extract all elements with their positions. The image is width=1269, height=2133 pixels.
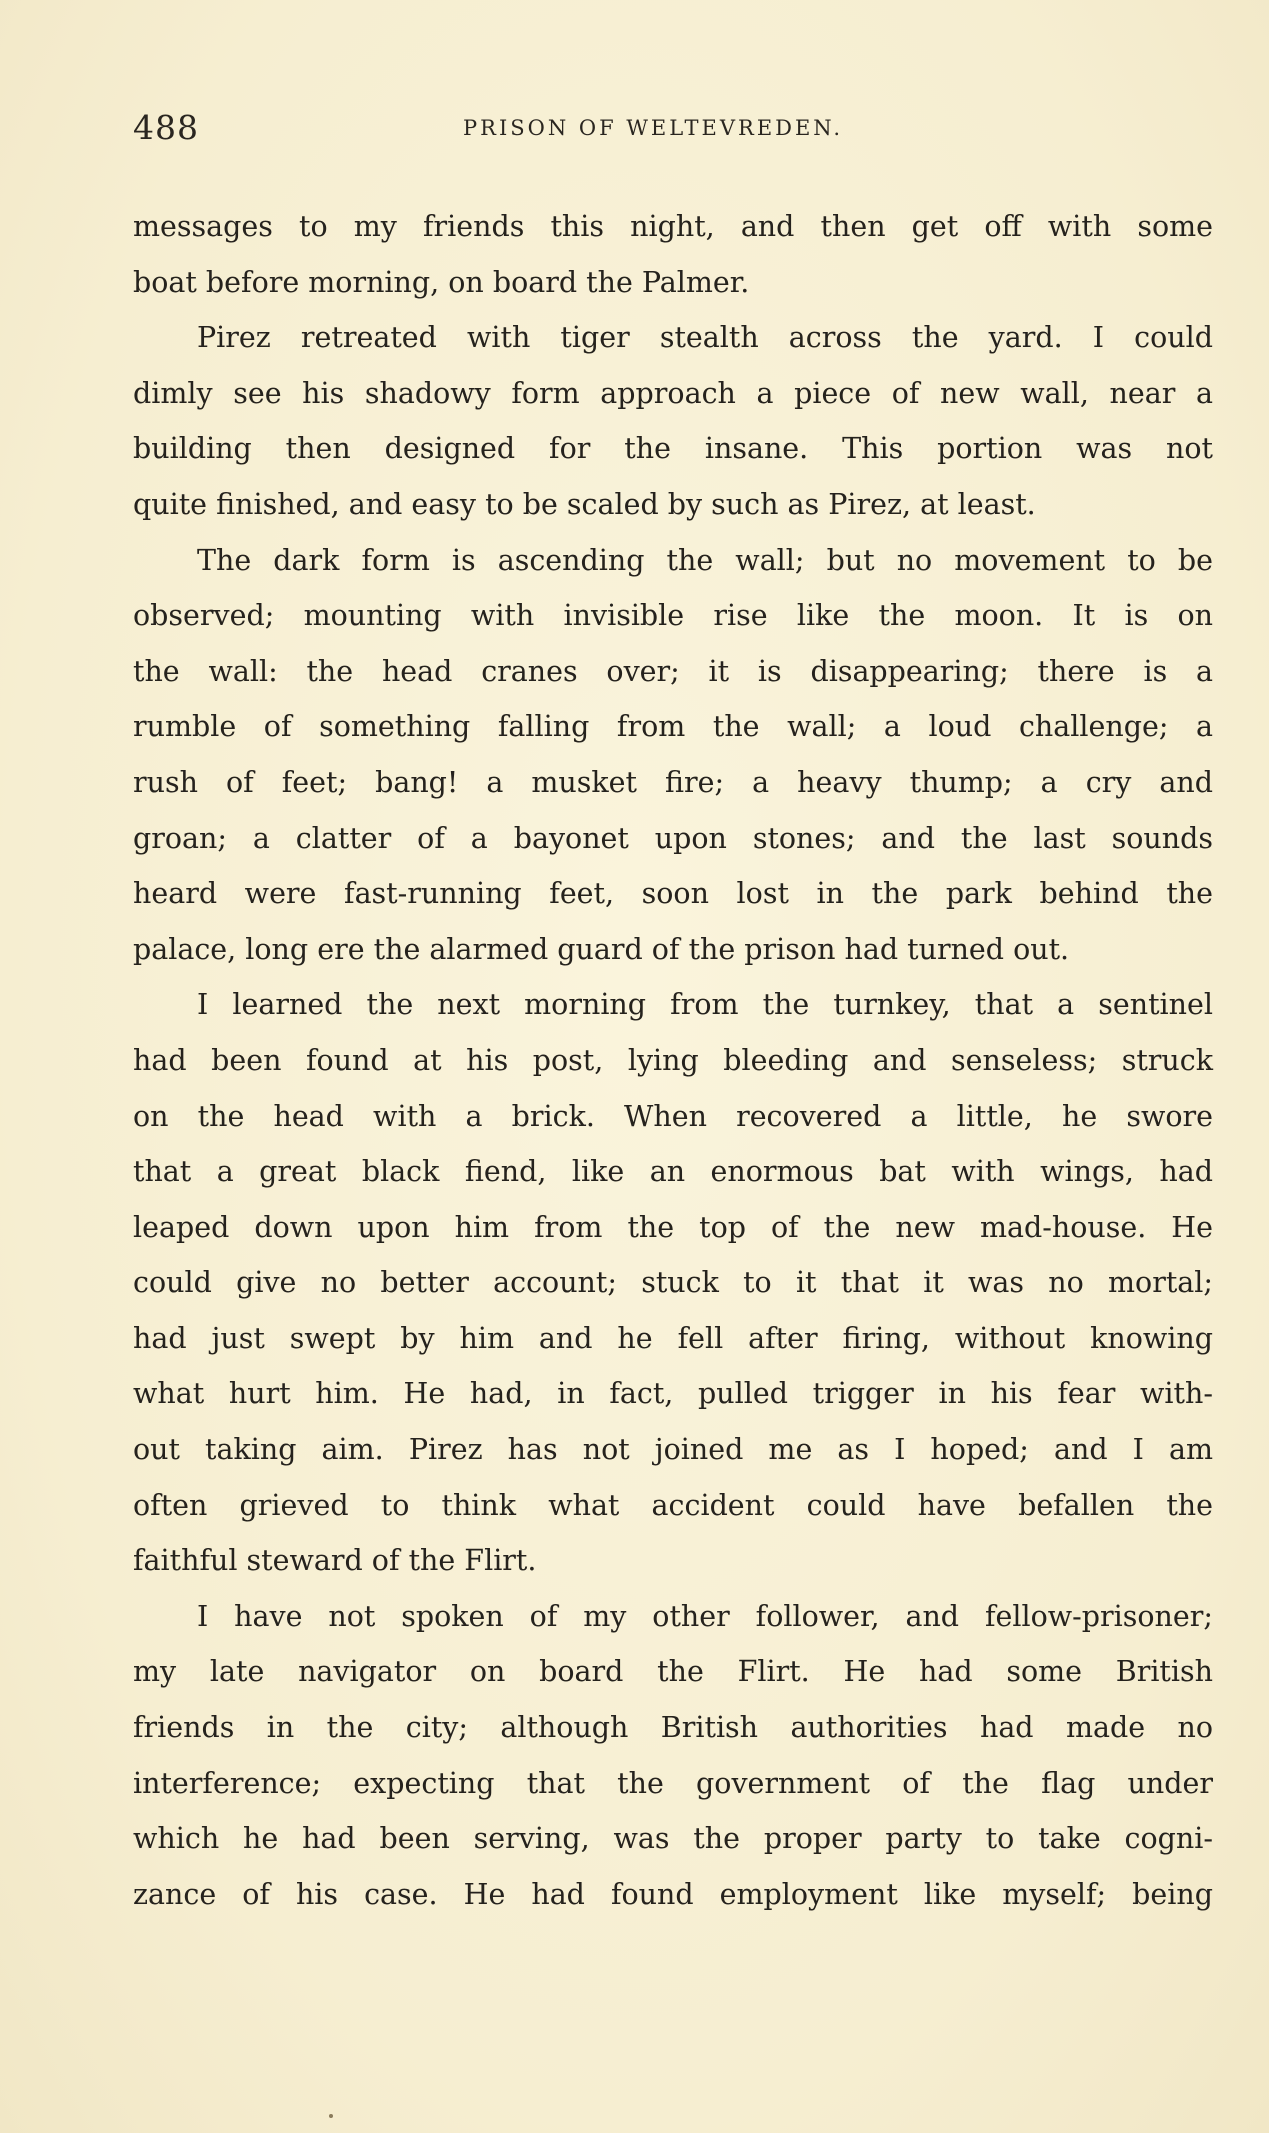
paragraph (133, 533, 1213, 978)
text-line: boat before morning, on board the Palmer. (133, 265, 750, 299)
text-line: could give no better account; stuck to it that it was no mortal; (133, 1266, 1213, 1300)
text-line: had been found at his post, lying bleeding and senseless; struck (133, 1043, 1213, 1077)
text-line: faithful steward of the Flirt. (133, 1544, 537, 1578)
text-line: which he had been serving, was the proper party to take cogni- (133, 1822, 1213, 1856)
text-line: observed; mounting with invisible rise like the moon. It is on (133, 599, 1213, 633)
text-line: heard were fast-running feet, soon lost in the park behind the (133, 877, 1213, 911)
text-line: messages to my friends this night, and then get off with some (133, 210, 1213, 243)
text-line: palace, long ere the alarmed guard of the prison had turned out. (133, 932, 1070, 966)
text-line: what hurt him. He had, in fact, pulled trigger in his fear with- (133, 1377, 1213, 1411)
body-text (133, 199, 1213, 1922)
text-line: had just swept by him and he fell after firing, without knowing (133, 1321, 1213, 1355)
page-number: 488 (133, 108, 199, 147)
text-line: rush of feet; bang! a musket fire; a heavy thump; a cry and (133, 765, 1213, 799)
text-line: out taking aim. Pirez has not joined me as I hoped; and I am (133, 1433, 1213, 1467)
running-title: PRISON OF WELTEVREDEN. (463, 116, 844, 140)
text-line: rumble of something falling from the wall; a loud challenge; a (133, 710, 1213, 744)
text-line: groan; a clatter of a bayonet upon stones; and the last sounds (133, 821, 1213, 855)
text-line: that a great black fiend, like an enormous bat with wings, had (133, 1155, 1213, 1189)
paragraph (133, 199, 1213, 310)
text-line: I have not spoken of my other follower, and fellow-prisoner; (197, 1599, 1213, 1633)
text-line: on the head with a brick. When recovered a little, he swore (133, 1099, 1213, 1133)
text-line: the wall: the head cranes over; it is disappearing; there is a (133, 654, 1213, 688)
paragraph (133, 977, 1213, 1589)
paragraph (133, 1589, 1213, 1923)
text-line: building then designed for the insane. This portion was not (133, 432, 1213, 466)
text-line: quite finished, and easy to be scaled by such as Pirez, at least. (133, 487, 1036, 521)
text-line: The dark form is ascending the wall; but no movement to be (197, 543, 1213, 577)
text-line: Pirez retreated with tiger stealth across the yard. I could (197, 321, 1213, 355)
text-line: I learned the next morning from the turnkey, that a sentinel (197, 988, 1213, 1022)
paper-speck (329, 2114, 333, 2118)
text-line: leaped down upon him from the top of the new mad-house. He (133, 1210, 1213, 1244)
text-line: my late navigator on board the Flirt. He had some British (133, 1655, 1213, 1689)
page-header (133, 108, 1213, 158)
text-line: interference; expecting that the government of the flag under (133, 1766, 1213, 1800)
text-line: dimly see his shadowy form approach a piece of new wall, near a (133, 376, 1213, 410)
text-line: zance of his case. He had found employment like myself; being (133, 1877, 1213, 1911)
paragraph (133, 310, 1213, 532)
text-line: friends in the city; although British authorities had made no (133, 1711, 1213, 1745)
text-line: often grieved to think what accident could have befallen the (133, 1488, 1213, 1522)
